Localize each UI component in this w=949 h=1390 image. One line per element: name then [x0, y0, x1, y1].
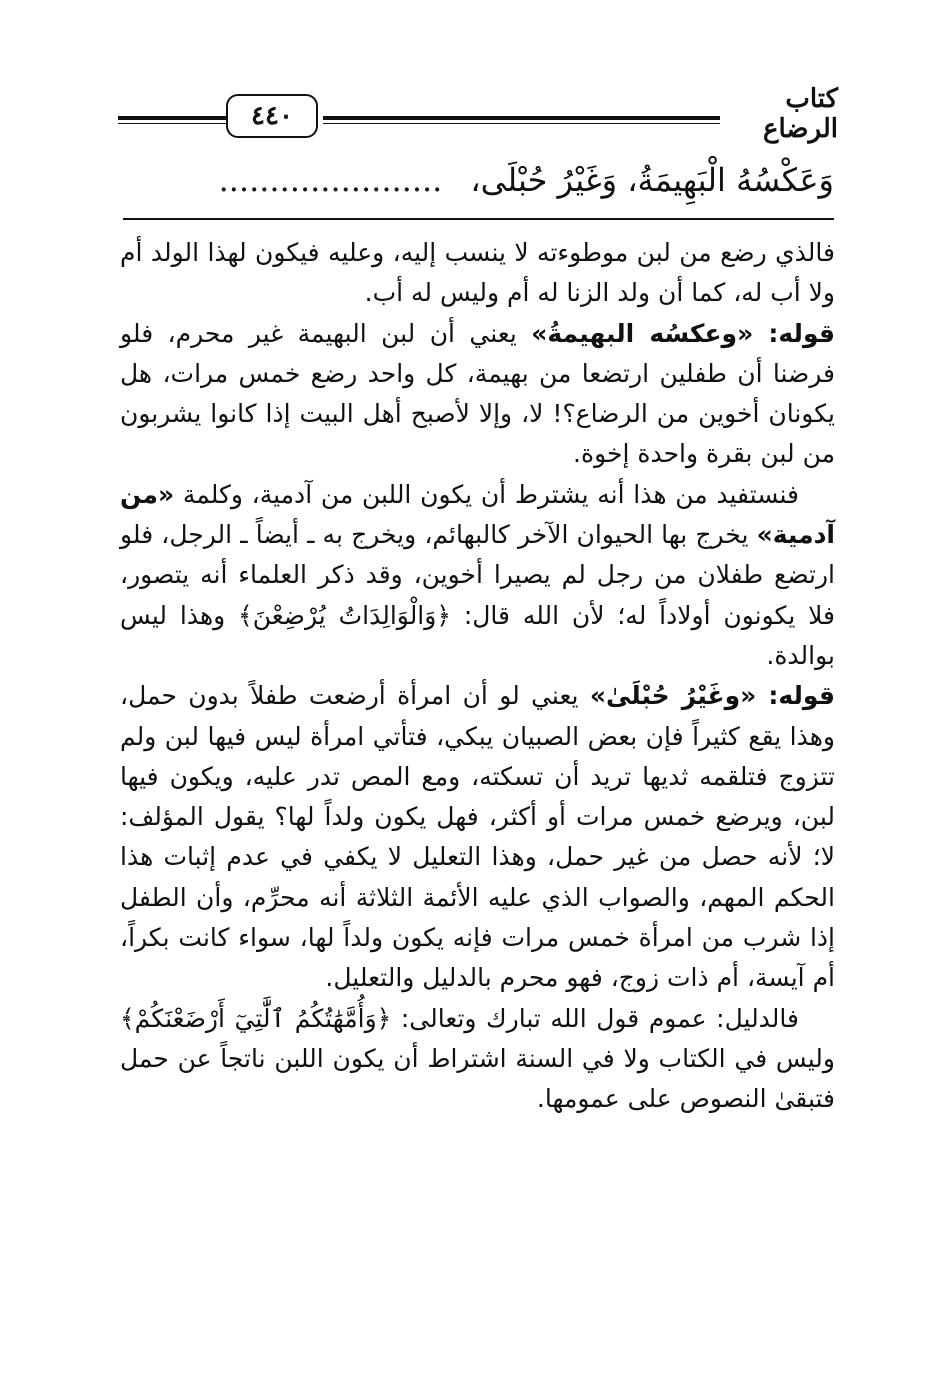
matn-divider	[123, 218, 834, 220]
header-rule-left	[118, 116, 226, 124]
paragraph-4	[120, 676, 835, 998]
paragraph-3	[120, 475, 835, 676]
matn-line	[118, 152, 834, 208]
paragraph-3-text-a: فنستفيد من هذا أنه يشترط أن يكون اللبن من آدمية، وكلمة	[174, 479, 799, 509]
paragraph-5-text-a: فالدليل: عموم قول الله تبارك وتعالى:	[391, 1003, 799, 1033]
paragraph-5-text-b: وليس في الكتاب ولا في السنة اشتراط أن يكون اللبن ناتجاً عن حمل فتبقىٰ النصوص على عمومها.	[120, 1043, 835, 1114]
paragraph-3-text-b: يخرج بها الحيوان الآخر كالبهائم، ويخرج به ـ أيضاً ـ الرجل، فلو ارتضع طفلان من رجل لم يصيرا أخوين، وقد ذكر العلماء أنه يتصور، فلا يكونون أولاداً له؛ لأن الله قال:	[120, 520, 835, 630]
paragraph-4-lead: قوله: «وغَيْرُ حُبْلَىٰ»	[589, 681, 835, 711]
matn-dots: ......................	[218, 161, 443, 199]
paragraph-2-text: يعني أن لبن البهيمة غير محرم، فلو فرضنا أن طفلين ارتضعا من بهيمة، كل واحد رضع خمس مرات، هل يكونان أخوين من الرضاع؟! لا، وإلا لأصبح أهل البيت إذا كانوا يشربون من لبن بقرة واحدة إخوة.	[120, 318, 835, 469]
book-title: كتاب الرضاع	[720, 84, 838, 144]
paragraph-3-text-c: وهذا ليس بوالدة.	[120, 600, 835, 670]
paragraph-1-text: فالذي رضع من لبن موطوءته لا ينسب إليه، وعليه فيكون لهذا الولد أم ولا أب له، كما أن ولد الزنا له أم وليس له أب.	[120, 238, 835, 308]
paragraph-5	[120, 999, 835, 1120]
paragraph-2-lead: قوله: «وعكسُه البهيمةُ»	[531, 318, 835, 348]
paragraph-4-text: يعني لو أن امرأة أرضعت طفلاً بدون حمل، وهذا يقع كثيراً فإن بعض الصبيان يبكي، فتأتي امرأة ليس فيها لبن ولم تتزوج فتلقمه ثديها تريد أن تسكته، ومع المص تدر عليه، ويكون فيها لبن، ويرضع خمس مرات أو أكثر، فهل يكون ولداً لها؟ يقول المؤلف: لا؛ لأنه حصل من غير حمل، وهذا التعليل لا يكفي في عدم إثبات هذا الحكم المهم، والصواب الذي عليه الأئمة الثلاثة أنه محرِّم، وأن الطفل إذا شرب من امرأة خمس مرات فإنه يكون ولداً لها، سواء كانت بكراً، أم آيسة، أم ذات زوج، فهو محرم بالدليل والتعليل.	[120, 681, 835, 993]
matn-text: وَعَكْسُهُ الْبَهِيمَةُ، وَغَيْرُ حُبْلَى،	[470, 161, 834, 199]
running-header	[118, 82, 838, 144]
paragraph-2	[120, 314, 835, 475]
page-number: ٤٤٠	[226, 94, 318, 138]
quran-quote-2: ﴿وَأُمَّهَٰتُكُمُ ٱلَّٰتِيٓ أَرْضَعْنَكُمْ﴾	[120, 1003, 392, 1033]
paragraph-3-lead: «من آدمية»	[120, 479, 835, 550]
paragraph-1	[120, 233, 835, 314]
quran-quote-1: ﴿وَالْوَالِدَاتُ يُرْضِعْنَ﴾	[238, 600, 451, 630]
commentary-text	[120, 233, 835, 1120]
